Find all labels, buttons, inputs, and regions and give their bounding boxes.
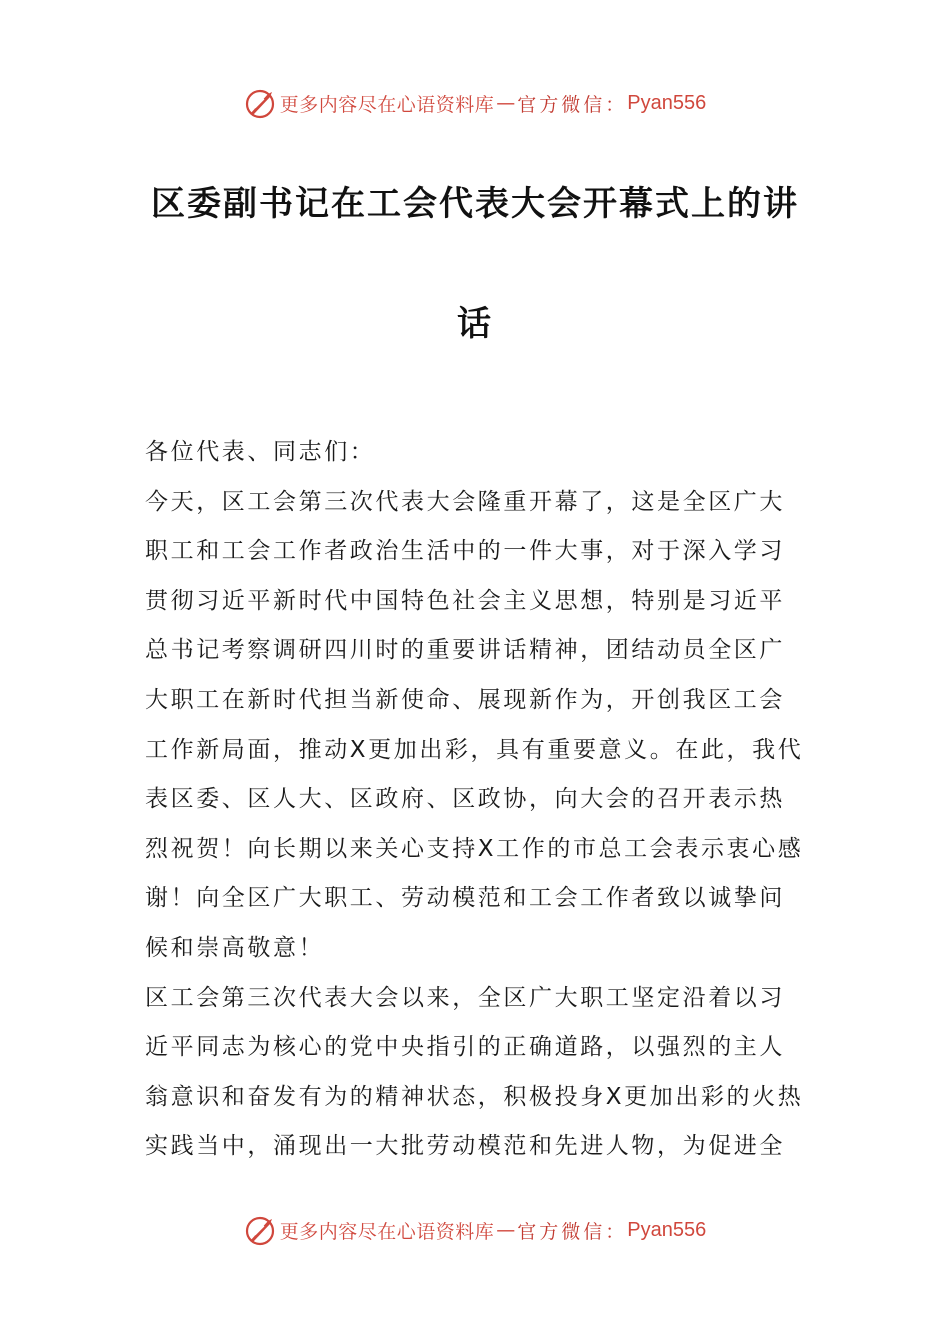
official-label: 官方微信： (517, 1220, 628, 1243)
official-label: 官方微信： (517, 93, 628, 116)
body-line: 区工会第三次代表大会以来，全区广大职工坚定沿着以习 (145, 984, 785, 1011)
body-line: 谢！向全区广大职工、劳动模范和工会工作者致以诚挚问 (145, 885, 785, 912)
body-line: 大职工在新时代担当新使命、展现新作为，开创我区工会 (145, 686, 785, 713)
body-line: 工作新局面，推动X更加出彩，具有重要意义。在此，我代 (145, 736, 804, 763)
body-line: 烈祝贺！向长期以来关心支持X工作的市总工会表示衷心感 (145, 835, 804, 862)
header-banner (0, 83, 950, 123)
body-line: 候和崇高敬意！ (145, 934, 325, 961)
body-line: 实践当中，涌现出一大批劳动模范和先进人物，为促进全 (145, 1133, 785, 1160)
body-line: 职工和工会工作者政治生活中的一件大事，对于深入学习 (145, 538, 785, 565)
wechat-id: Pyan556 (627, 1218, 707, 1241)
brand-text: 更多内容尽在心语资料库 (279, 93, 495, 116)
brand-text: 更多内容尽在心语资料库 (279, 1220, 495, 1243)
body-line: 表区委、区人大、区政府、区政协，向大会的召开表示热 (145, 786, 785, 813)
body-line: 各位代表、同志们： (145, 439, 376, 465)
body-line: 翁意识和奋发有为的精神状态，积极投身X更加出彩的火热 (145, 1083, 804, 1110)
body-line: 贯彻习近平新时代中国特色社会主义思想，特别是习近平 (145, 587, 785, 614)
wechat-id: Pyan556 (627, 91, 707, 114)
banner-dash: — (496, 1219, 516, 1241)
footer-banner (0, 1210, 950, 1250)
body-line: 近平同志为核心的党中央指引的正确道路，以强烈的主人 (145, 1034, 785, 1061)
body-line: 总书记考察调研四川时的重要讲话精神，团结动员全区广 (145, 637, 785, 664)
document-title-line-1: 区委副书记在工会代表大会开幕式上的讲 (151, 184, 799, 224)
body-line: 今天，区工会第三次代表大会隆重开幕了，这是全区广大 (145, 488, 785, 515)
quill-logo-icon (244, 1213, 278, 1247)
speech-body (145, 428, 813, 1172)
document-title-line-2: 话 (457, 304, 493, 344)
banner-dash: — (496, 92, 516, 114)
quill-logo-icon (244, 86, 278, 120)
